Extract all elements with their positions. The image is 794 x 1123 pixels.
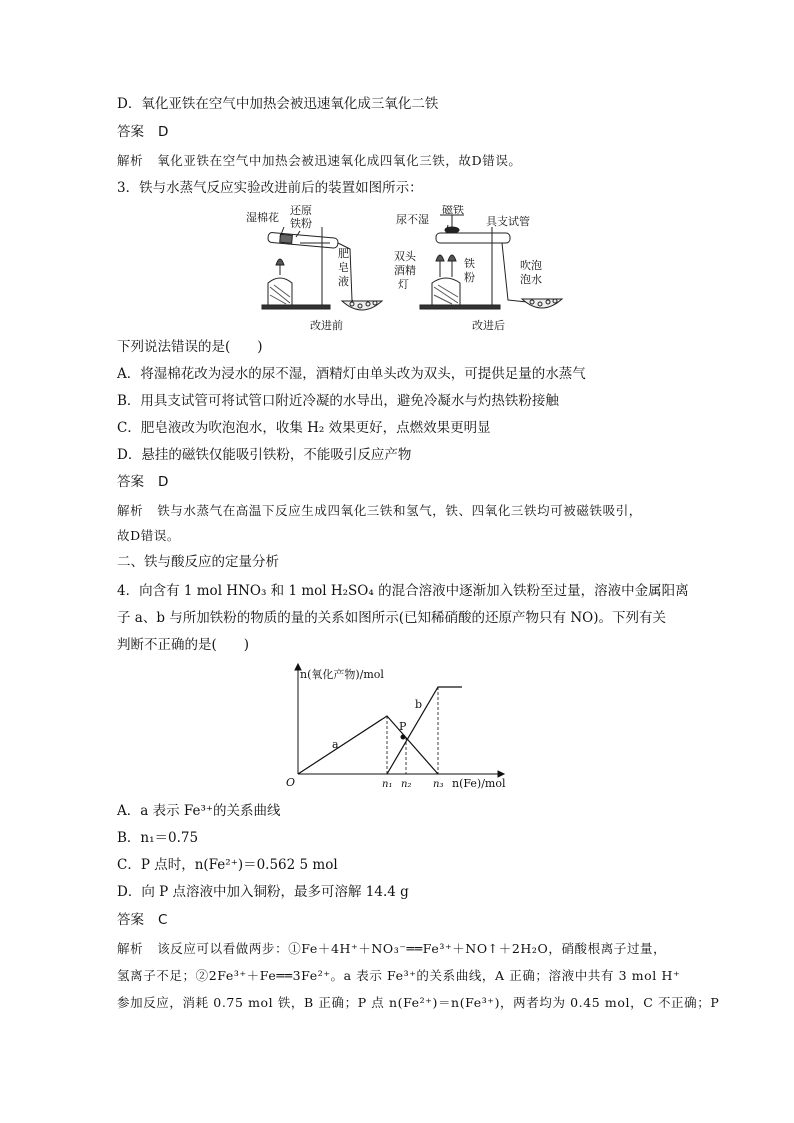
label-soap-3: 液 xyxy=(338,275,349,288)
question-4-option-a: A．a 表示 Fe³⁺的关系曲线 xyxy=(117,803,281,819)
x-tick-label: n₂ xyxy=(401,779,412,790)
answer-label: 答案 xyxy=(117,124,144,140)
label-magnet: 磁铁 xyxy=(442,205,464,216)
explanation-text: 该反应可以看做两步：①Fe＋4H⁺＋NO₃⁻══Fe³⁺＋NO↑＋2H₂O，硝酸根离子过量， xyxy=(157,941,667,956)
label-bubble-1: 吹泡 xyxy=(520,259,542,272)
label-iron-after-2: 粉 xyxy=(464,271,475,284)
apparatus-figure xyxy=(240,205,570,339)
answer-4 xyxy=(117,911,167,929)
caption-after: 改进后 xyxy=(472,319,505,332)
test-tube-after xyxy=(436,233,510,243)
stand-base-before xyxy=(262,305,330,309)
label-wet-cotton: 湿棉花 xyxy=(246,211,279,224)
series-a-line xyxy=(298,716,438,774)
origin-label: O xyxy=(286,776,296,789)
explanation-4-line-1 xyxy=(117,940,666,958)
series-b-label: b xyxy=(415,698,423,711)
question-3-stem: 下列说法错误的是( ) xyxy=(117,339,263,355)
answer-value: D xyxy=(158,124,169,140)
explanation-label: 解析 xyxy=(117,941,144,956)
point-p-marker xyxy=(401,735,406,740)
explanation-3-line-1 xyxy=(117,502,642,520)
question-4-line-3: 判断不正确的是( ) xyxy=(117,637,250,653)
question-4-option-b: B．n₁＝0.75 xyxy=(117,830,199,846)
question-3-option-a: A．将湿棉花改为浸水的尿不湿，酒精灯由单头改为双头，可提供足量的水蒸气 xyxy=(117,366,586,382)
question-3-option-d: D．悬挂的磁铁仅能吸引铁粉，不能吸引反应产物 xyxy=(117,447,412,463)
explanation-1 xyxy=(117,152,522,170)
question-4-option-c: C．P 点时，n(Fe²⁺)＝0.562 5 mol xyxy=(117,857,338,873)
explanation-3-line-2: 故D错误。 xyxy=(117,528,181,543)
label-soap-2: 皂 xyxy=(338,261,349,274)
question-4-line-2: 子 a、b 与所加铁粉的物质的量的关系如图所示(已知稀硝酸的还原产物只有 NO)。下列有关 xyxy=(117,610,666,626)
label-reduced-1: 还原 xyxy=(290,205,312,217)
label-diaper: 尿不湿 xyxy=(396,213,429,226)
x-tick-label: n₃ xyxy=(433,779,444,790)
test-tube-before xyxy=(268,232,339,248)
answer-label: 答案 xyxy=(117,474,144,490)
label-reduced-2: 铁粉 xyxy=(290,217,312,230)
label-branch-tube: 具支试管 xyxy=(486,215,530,228)
question-3-option-c: C．肥皂液改为吹泡泡水，收集 H₂ 效果更好，点燃效果更明显 xyxy=(117,420,491,436)
series-a-label: a xyxy=(332,738,339,751)
label-bubble-2: 泡水 xyxy=(520,273,542,286)
label-double-3: 灯 xyxy=(398,278,409,291)
explanation-4-line-2: 氢离子不足；②2Fe³⁺＋Fe══3Fe²⁺。a 表示 Fe³⁺的关系曲线，A 正确；溶液中共有 3 mol H⁺ xyxy=(117,968,681,983)
label-double-2: 酒精 xyxy=(394,264,416,277)
explanation-label: 解析 xyxy=(117,503,144,518)
section-heading: 二、铁与酸反应的定量分析 xyxy=(117,554,279,570)
label-soap-1: 肥 xyxy=(338,247,349,260)
x-axis-label: n(Fe)/mol xyxy=(452,777,506,790)
chart-svg xyxy=(282,660,512,795)
question-4-option-d: D．向 P 点溶液中加入铜粉，最多可溶解 14.4 g xyxy=(117,884,409,900)
explanation-text: 氧化亚铁在空气中加热会被迅速氧化成四氧化三铁，故D错误。 xyxy=(157,153,522,168)
question-3-option-b: B．用具支试管可将试管口附近冷凝的水导出，避免冷凝水与灼热铁粉接触 xyxy=(117,393,559,409)
x-tick-label: n₁ xyxy=(382,779,393,790)
answer-label: 答案 xyxy=(117,912,144,928)
option-d-prev: D．氧化亚铁在空气中加热会被迅速氧化成三氧化二铁 xyxy=(117,96,439,112)
label-double-1: 双头 xyxy=(394,250,416,263)
point-p-label: P xyxy=(399,720,407,733)
question-4-line-1: 4．向含有 1 mol HNO₃ 和 1 mol H₂SO₄ 的混合溶液中逐渐加入铁粉至过量，溶液中金属阳离 xyxy=(117,583,689,599)
stand-base-after xyxy=(420,305,500,309)
answer-1 xyxy=(117,123,168,141)
chart-container xyxy=(282,660,512,799)
explanation-4-line-3: 参加反应，消耗 0.75 mol 铁，B 正确；P 点 n(Fe²⁺)＝n(Fe³⁺)，两者均为 0.45 mol，C 不正确；P xyxy=(117,995,720,1010)
answer-value: D xyxy=(158,474,169,490)
explanation-label: 解析 xyxy=(117,153,144,168)
answer-value: C xyxy=(158,912,168,928)
caption-before: 改进前 xyxy=(310,319,343,332)
label-iron-after-1: 铁 xyxy=(464,257,475,270)
y-axis-label: n(氧化产物)/mol xyxy=(300,668,384,681)
question-3-title: 3．铁与水蒸气反应实验改进前后的装置如图所示： xyxy=(117,180,423,196)
explanation-text: 铁与水蒸气在高温下反应生成四氧化三铁和氢气，铁、四氧化三铁均可被磁铁吸引， xyxy=(157,503,642,518)
answer-3 xyxy=(117,473,168,491)
apparatus-svg xyxy=(240,205,570,335)
